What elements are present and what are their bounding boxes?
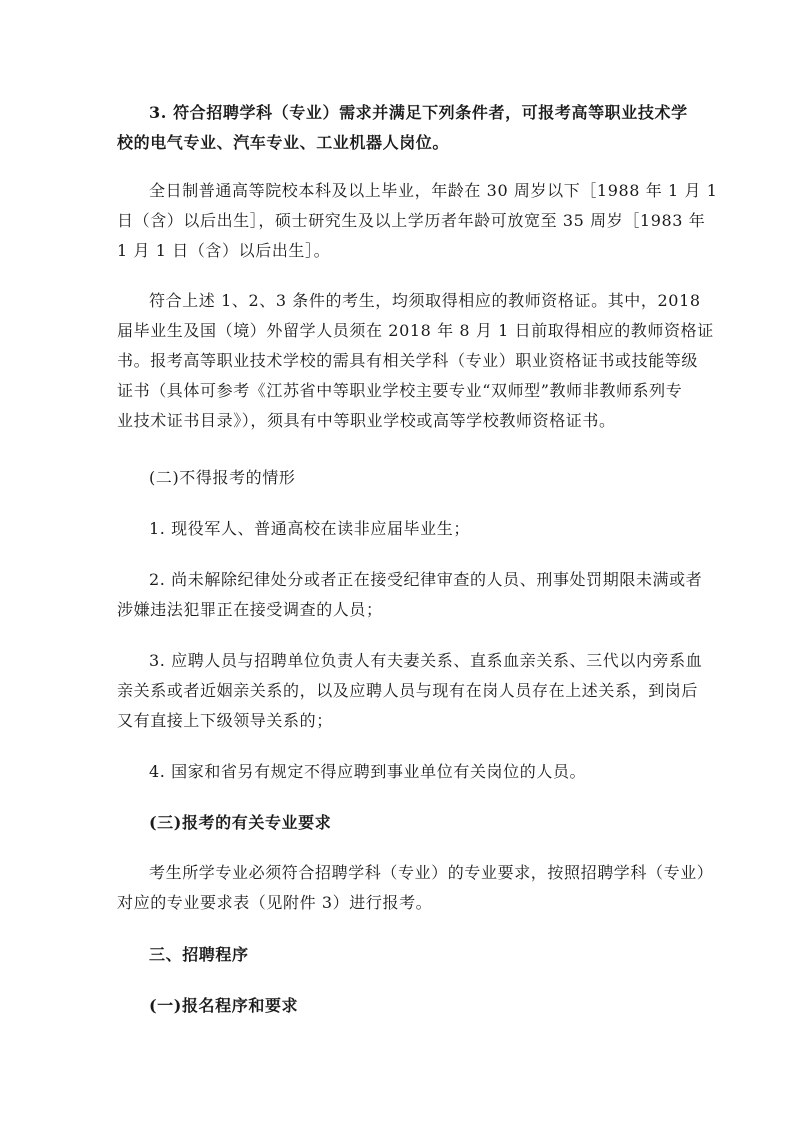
text-line: (二)不得报考的情形 (149, 468, 296, 487)
paragraph-ineligible-3 (117, 646, 703, 736)
text-line: 对应的专业要求表（见附件 3）进行报考。 (117, 893, 433, 912)
text-line: 3. 应聘人员与招聘单位负责人有夫妻关系、直系血亲关系、三代以内旁系血 (149, 651, 703, 670)
text-line: 业技术证书目录》），须具有中等职业学校或高等学校教师资格证书。 (117, 411, 616, 430)
text-line: 考生所学专业必须符合招聘学科（专业）的专业要求，按照招聘学科（专业） (149, 863, 714, 882)
text-line: 涉嫌违法犯罪正在接受调查的人员； (117, 600, 383, 619)
section-heading-recruitment-procedure (117, 940, 677, 970)
text-line: 证书（具体可参考《江苏省中等职业学校主要专业“双师型”教师非教师系列专 (117, 381, 683, 400)
text-line: 全日制普通高等院校本科及以上毕业，年龄在 30 周岁以下［1988 年 1 月 1 (149, 181, 718, 200)
text-line: (三)报考的有关专业要求 (149, 813, 332, 832)
text-line: 又有直接上下级领导关系的； (117, 711, 333, 730)
text-line: 1 月 1 日（含）以后出生］。 (117, 241, 331, 260)
paragraph-requirement-3 (117, 98, 688, 158)
paragraph-ineligible-1 (117, 514, 677, 544)
text-line: (一)报名程序和要求 (149, 996, 299, 1015)
section-heading-major-requirements (117, 808, 677, 838)
text-line: 2. 尚未解除纪律处分或者正在接受纪律审查的人员、刑事处罚期限未满或者 (149, 570, 703, 589)
text-line: 3. 符合招聘学科（专业）需求并满足下列条件者，可报考高等职业技术学 (149, 103, 688, 122)
paragraph-ineligible-2 (117, 565, 703, 625)
section-heading-ineligible (117, 463, 677, 493)
text-line: 日（含）以后出生］，硕士研究生及以上学历者年龄可放宽至 35 周岁［1983 年 (117, 211, 706, 230)
section-heading-registration (117, 991, 677, 1021)
text-line: 符合上述 1、2、3 条件的考生，均须取得相应的教师资格证。其中，2018 (149, 291, 701, 310)
paragraph-ineligible-4 (117, 757, 677, 787)
text-line: 校的电气专业、汽车专业、工业机器人岗位。 (117, 133, 450, 152)
text-line: 届毕业生及国（境）外留学人员须在 2018 年 8 月 1 日前取得相应的教师资格证 (117, 321, 714, 340)
text-line: 亲关系或者近姻亲关系的，以及应聘人员与现有在岗人员存在上述关系，到岗后 (117, 681, 699, 700)
text-line: 书。报考高等职业技术学校的需具有相关学科（专业）职业资格证书或技能等级 (117, 351, 699, 370)
text-line: 三、招聘程序 (149, 945, 249, 964)
paragraph-education-age (117, 176, 718, 266)
text-line: 4. 国家和省另有规定不得应聘到事业单位有关岗位的人员。 (149, 762, 587, 781)
text-line: 1. 现役军人、普通高校在读非应届毕业生； (149, 519, 470, 538)
paragraph-teacher-certificate (117, 286, 714, 436)
paragraph-major-requirements (117, 858, 714, 918)
